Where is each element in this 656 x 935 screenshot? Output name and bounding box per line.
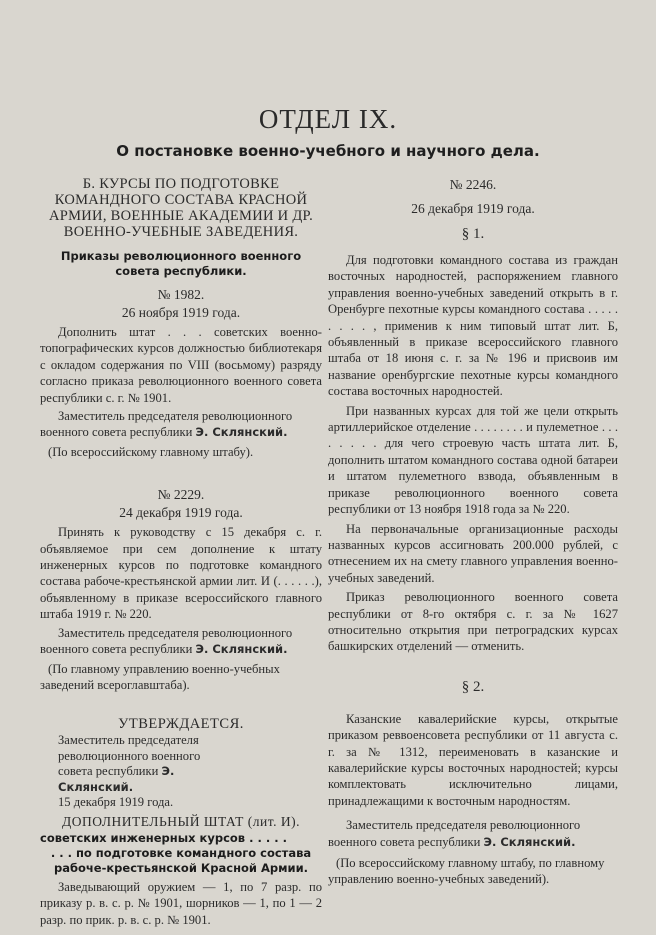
order-2-date: 24 декабря 1919 года.	[119, 505, 243, 521]
paragraph-1-text-1: Для подготовки командного состава из граждан восточных народностей, распоряжением главного управления военно-учебных заведений открыть в г. Оренбурге пехотные курсы командного состава . . . . . . . . . , применив к ним типовый штат лит. Б, объявленный в приказе всероссийского главного штаба от 18 июня с. г. за № 196 и присвоив им название оренбургские пехотные курсы командного состава восточных народностей.	[328, 253, 618, 399]
order-2-addressee: (По главному управлению военно-учебных заведений всероглавштаба).	[40, 661, 280, 692]
order-1-text: Дополнить штат . . . советских военно-топографических курсов должностью библиотекаря с окладом содержания по VIII (восьмому) разряду согласно приказа революционного военного совета республики с. г. № 1901.	[40, 325, 322, 405]
order-3-number: № 2246.	[449, 177, 497, 192]
signature-name: Э. Склянский.	[195, 642, 288, 657]
order-1-number: № 1982.	[157, 287, 205, 302]
paragraph-2-text: Казанские кавалерийские курсы, открытые приказом реввоенсовета республики от 11 августа с. г. за № 1312, переименовать в казанские и кавалерийские курсы восточных народностей; курсы комплектовать исключительно лицами, принадлежащими к восточным народностям.	[328, 711, 618, 808]
orders-heading: Приказы революционного военного совета республики.	[60, 249, 302, 278]
paragraph-1-text-3: На первоначальные организационные расходы названных курсов ассигновать 200.000 рублей, с отнесением их на смету главного управления военно-учебных заведений.	[328, 521, 618, 585]
approve-signature	[40, 733, 322, 795]
paragraph-1-text-2: При названных курсах для той же цели открыть артиллерийское отделение . . . . . . . . и пулеметное . . . . . . . . для чего строевую часть штата лит. Б, дополнить штатом командного состава одной батареи и штатом пулеметного взвода, объявленным в приказе революционного военного совета республики от 13 ноября 1918 года за № 220.	[328, 403, 618, 517]
order-2-signature	[40, 625, 322, 658]
paragraph-2-addressee: (По всероссийскому главному штабу, по главному управлению военно-учебных заведений).	[328, 856, 605, 887]
order-1-addressee: (По всероссийскому главному штабу).	[48, 444, 254, 459]
additional-staff-line-1: советских инженерных курсов . . . . .	[40, 830, 287, 845]
section-subtitle: О постановке военно-учебного и научного дела.	[116, 142, 540, 160]
additional-staff-text: Заведывающий оружием — 1, по 7 разр. по приказу р. в. с. р. № 1901, шорников — 1, по 1 — 2 разр. по прик. р. в. с. р. № 1901.	[40, 879, 322, 927]
paragraph-2-heading: § 2.	[461, 678, 485, 695]
order-1-date: 26 ноября 1919 года.	[121, 305, 241, 320]
signature-text: Заместитель председателя революционного военного совета республики	[40, 409, 293, 440]
order-2-text: Принять к руководству с 15 декабря с. г. объявляемое при сем дополнение к штату инженерных курсов по подготовке командного состава рабоче-крестьянской армии лит. И (. . . . . .), объявленному в приказе всероссийского главного штаба 1919 г. № 220.	[40, 525, 322, 622]
additional-staff-line-2: . . . по подготовке командного состава	[50, 845, 312, 860]
signature-text: Заместитель председателя революционного военного совета республики	[40, 625, 293, 657]
signature-name: Э. Склянский.	[483, 834, 576, 849]
approve-name: Э. Склянский.	[58, 764, 175, 794]
left-column	[40, 176, 322, 928]
order-3-date: 26 декабря 1919 года.	[411, 201, 535, 216]
right-column	[328, 176, 618, 888]
approve-date: 15 декабря 1919 года.	[58, 795, 174, 810]
approve-heading: УТВЕРЖДАЕТСЯ.	[118, 716, 244, 733]
additional-staff-line-3: рабоче-крестьянской Красной Армии.	[53, 860, 309, 875]
additional-staff-heading: ДОПОЛНИТЕЛЬНЫЙ ШТАТ (лит. И).	[62, 813, 300, 829]
order-1-signature	[40, 408, 322, 441]
paragraph-1-heading: § 1.	[461, 226, 485, 242]
section-title: ОТДЕЛ IX.	[258, 104, 398, 134]
signature-name: Э. Склянский.	[195, 425, 288, 440]
approve-text: Заместитель председателя революционного военного совета республики	[58, 733, 201, 779]
courses-heading: Б. КУРСЫ ПО ПОДГОТОВКЕ КОМАНДНОГО СОСТАВА КРАСНОЙ АРМИИ, ВОЕННЫЕ АКАДЕМИИ И ДР. ВОЕННО-УЧЕБНЫЕ ЗАВЕДЕНИЯ.	[48, 176, 314, 240]
signature-text: Заместитель председателя революционного военного совета республики	[328, 818, 581, 849]
paragraph-2-signature	[328, 817, 618, 850]
order-2-number: № 2229.	[157, 487, 205, 503]
paragraph-1-text-4: Приказ революционного военного совета республики от 8-го октября с. г. за № 1627 относительно открытия при петроградских курсах башкирских отделений — отменить.	[328, 590, 618, 654]
